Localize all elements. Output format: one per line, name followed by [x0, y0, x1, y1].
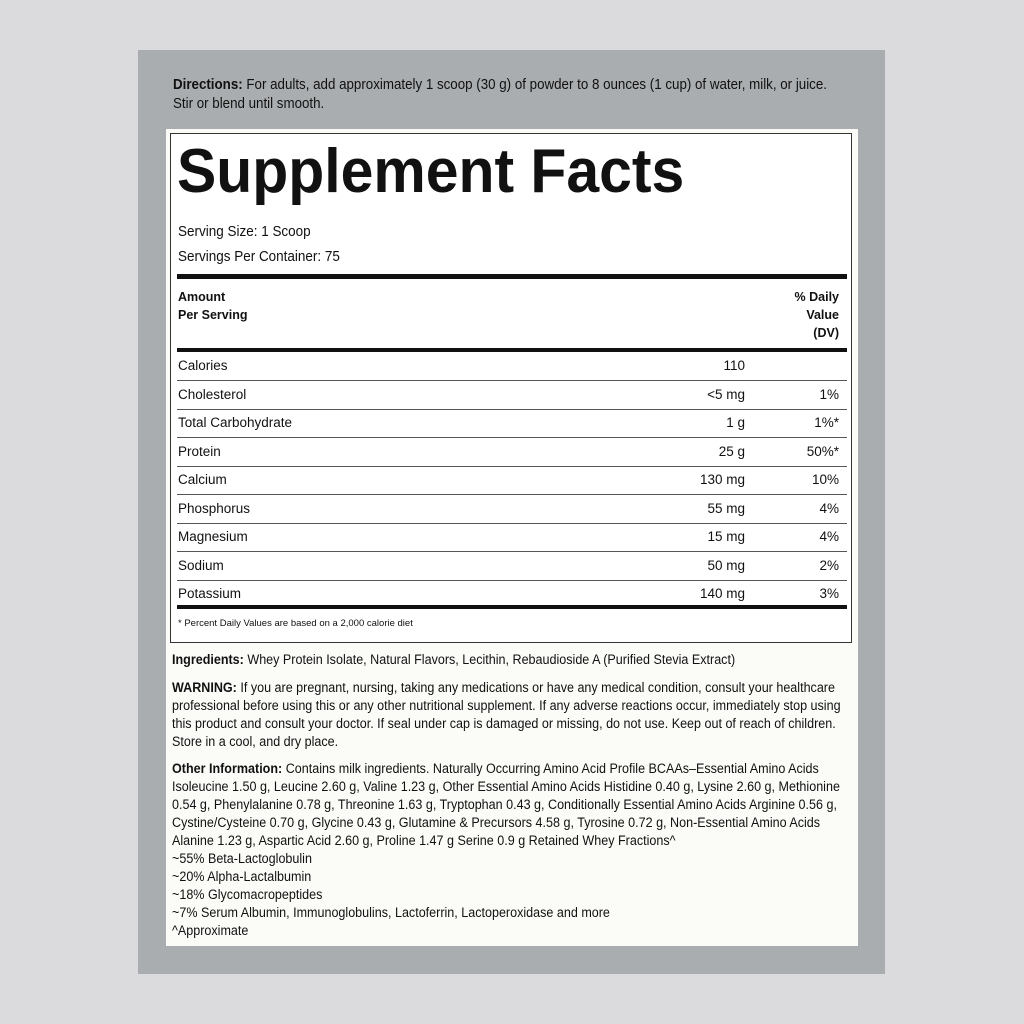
nutrient-daily-value: 2% — [819, 557, 839, 573]
supplement-facts-title: Supplement Facts — [177, 137, 685, 206]
ingredients-label: Ingredients: — [172, 652, 244, 667]
header-amount-line2: Per Serving — [178, 308, 248, 322]
servings-per-container: Servings Per Container: 75 — [178, 249, 340, 265]
header-dv-line1: % Daily — [794, 290, 839, 304]
fraction-line: ~18% Glycomacropeptides — [172, 887, 323, 902]
other-information-paragraph — [172, 760, 851, 850]
nutrient-daily-value: 4% — [819, 529, 839, 544]
nutrient-daily-value: 1%* — [814, 415, 839, 430]
header-dv-line3: (DV) — [813, 326, 839, 340]
nutrient-row — [177, 438, 847, 467]
nutrient-name: Calcium — [178, 472, 227, 487]
nutrient-amount: 15 mg — [707, 529, 745, 544]
other-information-label: Other Information: — [172, 761, 283, 776]
nutrient-row — [177, 495, 847, 524]
nutrient-daily-value: 3% — [819, 586, 839, 601]
nutrient-amount: <5 mg — [707, 386, 745, 402]
thick-divider-top — [177, 274, 847, 279]
nutrient-amount: 140 mg — [699, 586, 745, 601]
nutrient-name: Total Carbohydrate — [178, 415, 293, 430]
approximate-note: ^Approximate — [172, 923, 249, 938]
nutrient-amount: 130 mg — [699, 472, 745, 487]
nutrient-row — [177, 552, 847, 581]
directions-body: For adults, add approximately 1 scoop (30 g) of powder to 8 ounces (1 cup) of water, milk, or juice. Stir or blend until smooth. — [173, 77, 827, 112]
nutrient-name: Protein — [178, 443, 221, 459]
nutrient-amount: 1 g — [726, 415, 745, 430]
directions-text — [173, 76, 845, 114]
nutrient-amount: 25 g — [718, 443, 745, 459]
warning-label: WARNING: — [172, 680, 237, 695]
directions-label: Directions: — [173, 77, 243, 93]
nutrient-daily-value: 50%* — [806, 443, 839, 459]
header-amount-line1: Amount — [178, 290, 226, 304]
nutrient-daily-value: 10% — [811, 472, 839, 487]
header-dv-line2: Value — [806, 308, 839, 322]
warning-body: If you are pregnant, nursing, taking any medications or have any medical condition, consult your healthcare professional before using this or any other nutritional supplement. If any adverse reactions occur, immediately stop using this product and consult your doctor. If seal under cap is damaged or missing, do not use. Keep out of reach of children. Store in a cool, and dry place. — [172, 680, 841, 749]
nutrient-amount: 110 — [723, 358, 745, 373]
fraction-line: ~20% Alpha-Lactalbumin — [172, 869, 312, 884]
ingredients-body: Whey Protein Isolate, Natural Flavors, Lecithin, Rebaudioside A (Purified Stevia Extract) — [243, 652, 736, 667]
nutrient-daily-value: 1% — [819, 386, 839, 402]
nutrient-daily-value: 4% — [819, 500, 839, 516]
nutrient-name: Phosphorus — [178, 500, 251, 516]
other-information-body: Contains milk ingredients. Naturally Occurring Amino Acid Profile BCAAs–Essential Amino Acids Isoleucine 1.50 g, Leucine 2.60 g, Valine 1.23 g, Other Essential Amino Acids Histidine 0.40 g, Lysine 2.60 g, Methionine 0.54 g, Phenylalanine 0.78 g, Threonine 1.63 g, Tryptophan 0.43 g, Conditionally Essential Amino Acids Arginine 0.56 g, Cystine/Cysteine 0.70 g, Glycine 0.43 g, Glutamine & Precursors 4.58 g, Tyrosine 0.72 g, Non-Essential Amino Acids Alanine 1.23 g, Aspartic Acid 2.60 g, Proline 1.47 g Serine 0.9 g Retained Whey Fractions^ — [172, 761, 840, 848]
ingredients-text — [172, 651, 851, 669]
fraction-line: ~55% Beta-Lactoglobulin — [172, 851, 312, 866]
nutrient-row — [177, 409, 847, 438]
nutrient-name: Calories — [178, 358, 228, 373]
warning-text — [172, 679, 851, 751]
header-daily-value — [795, 288, 839, 342]
nutrient-amount: 50 mg — [707, 557, 745, 573]
serving-size: Serving Size: 1 Scoop — [178, 224, 311, 240]
nutrient-row — [177, 352, 847, 381]
nutrient-name: Magnesium — [178, 529, 248, 544]
nutrient-name: Sodium — [178, 557, 224, 573]
nutrient-row — [177, 523, 847, 552]
daily-value-footnote: * Percent Daily Values are based on a 2,000 calorie diet — [178, 618, 413, 629]
header-amount-per-serving — [178, 288, 247, 324]
nutrient-row — [177, 466, 847, 495]
thick-divider-bottom — [177, 605, 847, 609]
fraction-line: ~7% Serum Albumin, Immunoglobulins, Lactoferrin, Lactoperoxidase and more — [172, 905, 610, 920]
nutrient-amount: 55 mg — [707, 500, 745, 516]
nutrient-name: Potassium — [178, 586, 242, 601]
supplement-facts-box — [170, 133, 852, 643]
other-information — [172, 760, 851, 940]
nutrient-name: Cholesterol — [178, 386, 247, 402]
nutrient-row — [177, 580, 847, 608]
nutrient-row — [177, 381, 847, 410]
